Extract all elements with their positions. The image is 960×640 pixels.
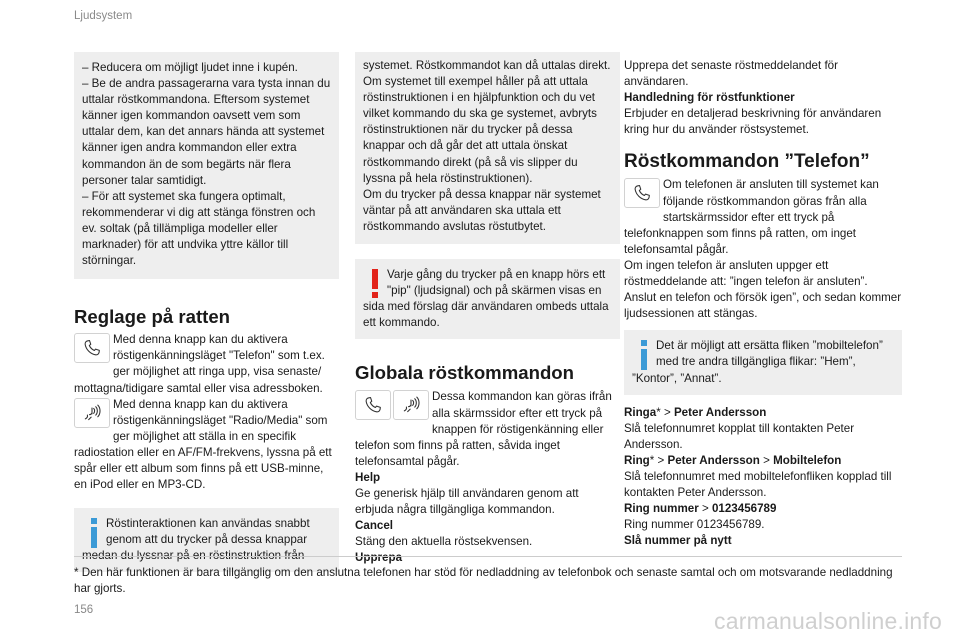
command-ring-contact: Ringa* > Peter Andersson (624, 405, 767, 419)
help-text: Ge generisk hjälp till användaren genom att erbjuda några tillgängliga kommandon. (355, 486, 579, 517)
watermark: carmanualsonline.info (714, 608, 942, 634)
cancel-label: Cancel (355, 519, 394, 533)
phone-icon (355, 390, 391, 420)
global-commands-title: Globala röstkommandon (355, 362, 575, 384)
steering-phone-paragraph: Med denna knapp kan du aktivera röstigenkänningsläget "Telefon" som t.ex. ger möjlighet att ringa upp, visa senaste/ mottagna/tidigare samtal eller visa adressboken. (74, 333, 325, 395)
phone-icon (624, 178, 660, 208)
voice-command-icon (393, 390, 429, 420)
phone-command-list (624, 405, 902, 550)
interaction-box (355, 52, 620, 244)
steering-voice-paragraph: Med denna knapp kan du aktivera röstigenkänningsläget "Radio/Media" som ger möjlighet att ställa in en specifik radiostation eller en AF/FM-frekvens, lyssna på ett spår eller ett album som finns på ett USB-minne, en iPod eller en MP3-CD. (74, 397, 332, 492)
tip-1: – Reducera om möjligt ljudet inne i kupén. (82, 61, 298, 74)
repeat-guide-block (624, 58, 902, 138)
phone-commands-title: Röstkommandon ”Telefon” (624, 151, 870, 173)
column-2 (355, 52, 620, 566)
warning-icon (369, 269, 381, 299)
command-ring-number: Ring nummer > 0123456789 (624, 502, 777, 516)
command-ring-contact-desc: Slå telefonnumret kopplat till kontakten Peter Andersson. (624, 421, 855, 451)
guide-label: Handledning för röstfunktioner (624, 91, 795, 105)
no-phone-text: Om ingen telefon är ansluten uppger ett röstmeddelande att: ”ingen telefon är ansluten”. Anslut en telefon och försök igen”, och sedan kommer ljudsessionen att stängas. (624, 258, 902, 321)
repeat-text: Upprepa det senaste röstmeddelandet för användaren. (624, 59, 838, 89)
section-header: Ljudsystem (74, 10, 133, 22)
info-note-steering: Röstinteraktionen kan användas snabbt genom att du trycker på dessa knappar medan du lyssnar på en röstinstruktion från (74, 508, 339, 572)
column-1 (74, 52, 339, 572)
repeat-label: Upprepa (355, 551, 403, 565)
warning-note: Varje gång du trycker på en knapp hörs ett "pip" (ljudsignal) och på skärmen visas en sida med förslag där användaren ombeds uttala ett kommando. (355, 259, 620, 339)
tip-2: – Be de andra passagerarna vara tysta innan du uttalar röstkommandona. Eftersom systemet känner igen kommandon oavsett vem som uttalar dem, kan det annars hända att systemet känner igen andra kommandon eller extra kommandon än de som begärts när flera personer talar samtidigt. (82, 77, 331, 187)
phone-icon (74, 333, 110, 363)
page-number: 156 (74, 604, 94, 616)
help-label: Help (355, 470, 381, 484)
cont-line-1: systemet. Röstkommandot kan då uttalas direkt. (363, 59, 611, 72)
footnote-divider (74, 556, 902, 557)
footnote: * Den här funktionen är bara tillgänglig om den anslutna telefonen har stöd för nedladdning av telefonbok och senaste samtal och om motsvarande nedladdning har gjorts. (74, 566, 893, 596)
cont-line-2: Om systemet till exempel håller på att uttala röstinstruktionen i en hjälpfunktion och du vet vilket kommando du ska ge systemet, avbryts röstinstruktionen när du trycker på dessa knappar och då går det att uttala önskat röstkommando direkt (på så vis slipper du lyssna på hela röstinstruktionen). (363, 75, 597, 185)
cancel-text: Stäng den aktuella röstsekvensen. (355, 535, 533, 549)
guide-text: Erbjuder en detaljerad beskrivning för användaren kring hur du använder röstsystemet. (624, 107, 882, 137)
tip-3: – För att systemet ska fungera optimalt, rekommenderar vi dig att stänga fönstren och ev. soltak (på tillämpliga modeller eller marknader) för att undvika yttre källor till störningar. (82, 189, 316, 268)
phone-commands-body: Om telefonen är ansluten till systemet kan följande röstkommandon göras från alla startskärmssidor efter ett tryck på telefonknappen som finns på ratten, om inget telefonsamtal pågår. Om ingen telefon är ansluten uppger ett röstmeddelande att: ”ingen telefon är ansluten”. Anslut en telefon och försök igen”, och sedan kommer ljudsessionen att stängas. (624, 177, 902, 322)
info-icon (638, 340, 650, 370)
column-3 (624, 58, 902, 549)
info-icon (88, 518, 100, 548)
global-commands-body: Dessa kommandon kan göras ifrån alla skärmssidor efter ett tryck på knappen för röstigenkänning eller telefon som finns på ratten, såvida inget telefonsamtal pågår. Help Ge generisk hjälp till användaren genom att erbjuda några tillgängliga kommandon. Cancel Stäng den aktuella röstsekvensen. Upprepa (355, 389, 620, 566)
command-ring-mobile-desc: Slå telefonnumret med mobiltelefonfliken kopplad till kontakten Peter Andersson. (624, 469, 892, 500)
command-redial: Slå nummer på nytt (624, 534, 732, 548)
info-note-tabs: Det är möjligt att ersätta fliken ”mobiltelefon” med tre andra tillgängliga flikar: ”Hem”, ”Kontor”, ”Annat”. (624, 330, 902, 394)
tips-box (74, 52, 339, 279)
steering-controls-title: Reglage på ratten (74, 306, 231, 328)
command-ring-mobile: Ring* > Peter Andersson > Mobiltelefon (624, 453, 842, 467)
voice-command-icon (74, 398, 110, 428)
cont-line-3: Om du trycker på dessa knappar när systemet väntar på att användaren ska uttala ett röstkommando avslutas röstutbytet. (363, 187, 601, 233)
command-ring-number-desc: Ring nummer 0123456789. (624, 518, 765, 532)
